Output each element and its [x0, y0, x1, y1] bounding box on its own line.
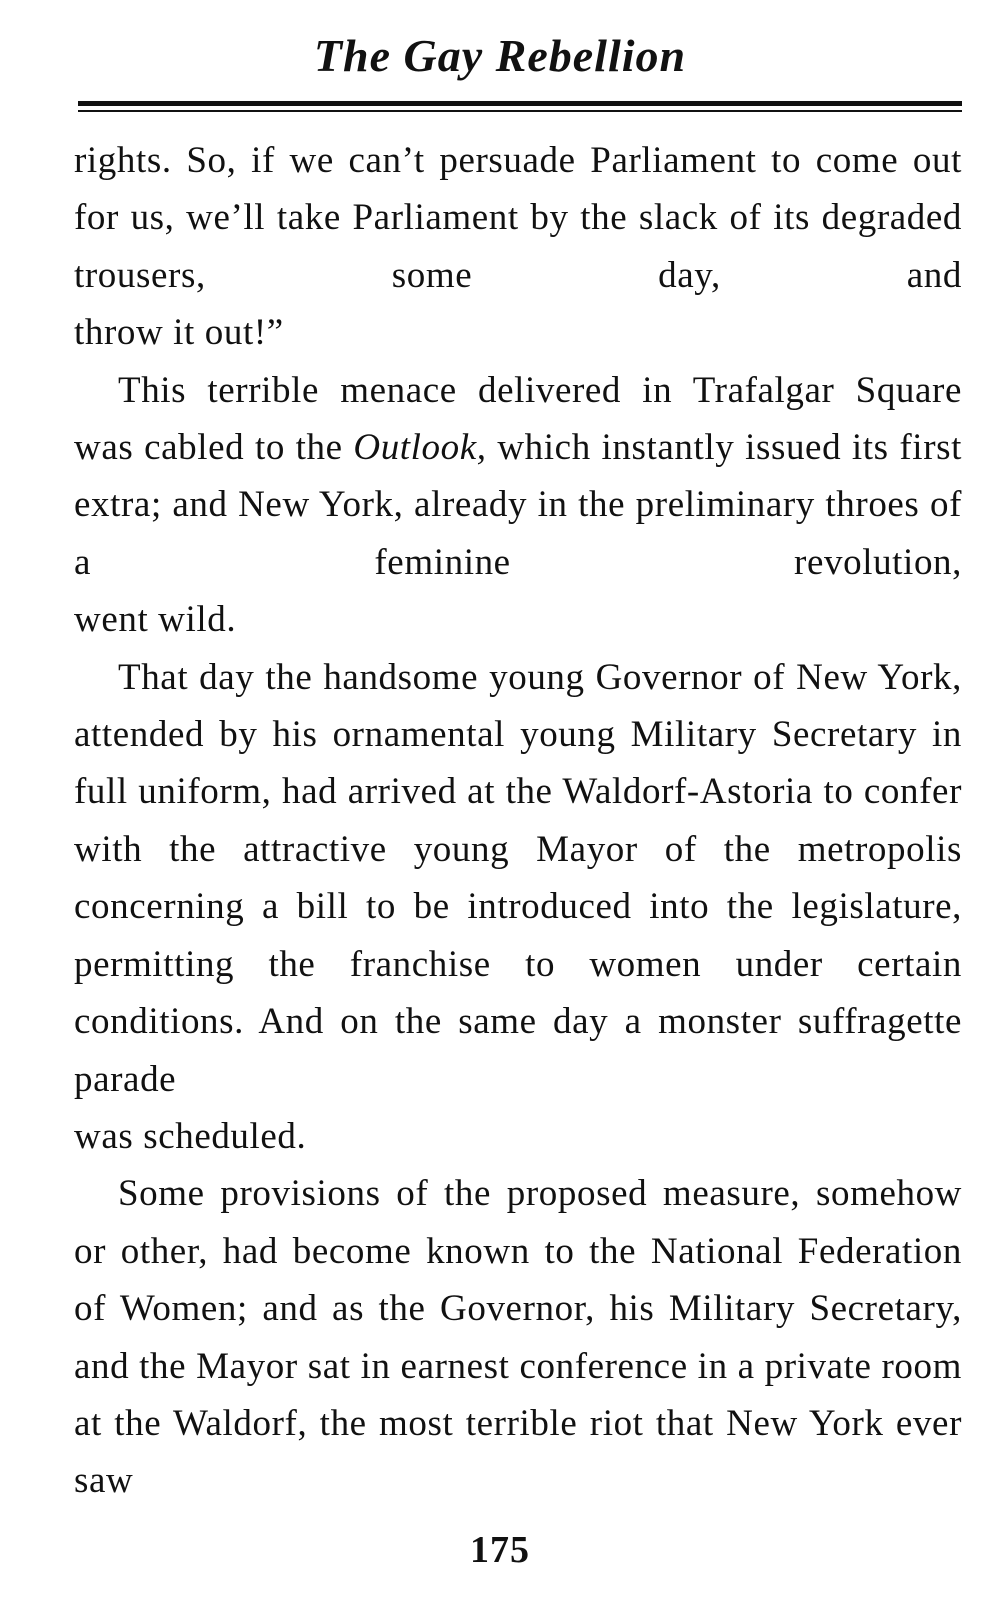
- paragraph-4: [74, 1165, 962, 1509]
- header-rule-thin: [78, 110, 962, 112]
- paragraph-2-text-after: which instantly issued its first extra; and New York, already in the preliminary throes of a feminine revolution,: [74, 427, 962, 583]
- paragraph-3: [74, 649, 962, 1108]
- paragraph-2-end: [74, 591, 962, 648]
- paragraph-3-end: [74, 1108, 962, 1165]
- paragraph-2: [74, 362, 962, 592]
- paragraph-1-text: rights. So, if we can’t persuade Parliament to come out for us, we’ll take Parliament by the slack of its degraded trousers, some day, and: [74, 140, 962, 296]
- paragraph-1-end: [74, 304, 962, 361]
- paragraph-1-end-text: throw it out!”: [74, 312, 284, 354]
- paragraph-4-text: Some provisions of the proposed measure, somehow or other, had become known to the National Federation of Women; and as the Governor, his Military Secretary, and the Mayor sat in earnest conference in a private room at the Waldorf, the most terrible riot that New York ever saw: [74, 1173, 962, 1502]
- paragraph-3-text: That day the handsome young Governor of New York, attended by his ornamental young Military Secretary in full uniform, had arrived at the Waldorf-Astoria to confer with the attractive young Mayor of the metropolis concerning a bill to be introduced into the legislature, permitting the franchise to women under certain conditions. And on the same day a monster suffragette parade: [74, 656, 962, 1100]
- body-text: [74, 132, 962, 1510]
- running-head-title: The Gay Rebellion: [313, 30, 687, 81]
- publication-title: Outlook,: [353, 427, 487, 469]
- paragraph-2-text-before: This terrible menace delivered in Trafalgar Square was cabled to the: [74, 369, 962, 469]
- paragraph-1: [74, 132, 962, 304]
- header-rule-thick: [78, 101, 962, 106]
- paragraph-2-end-text: went wild.: [74, 599, 237, 641]
- paragraph-3-end-text: was scheduled.: [74, 1115, 307, 1157]
- page-number: 175: [470, 1529, 530, 1571]
